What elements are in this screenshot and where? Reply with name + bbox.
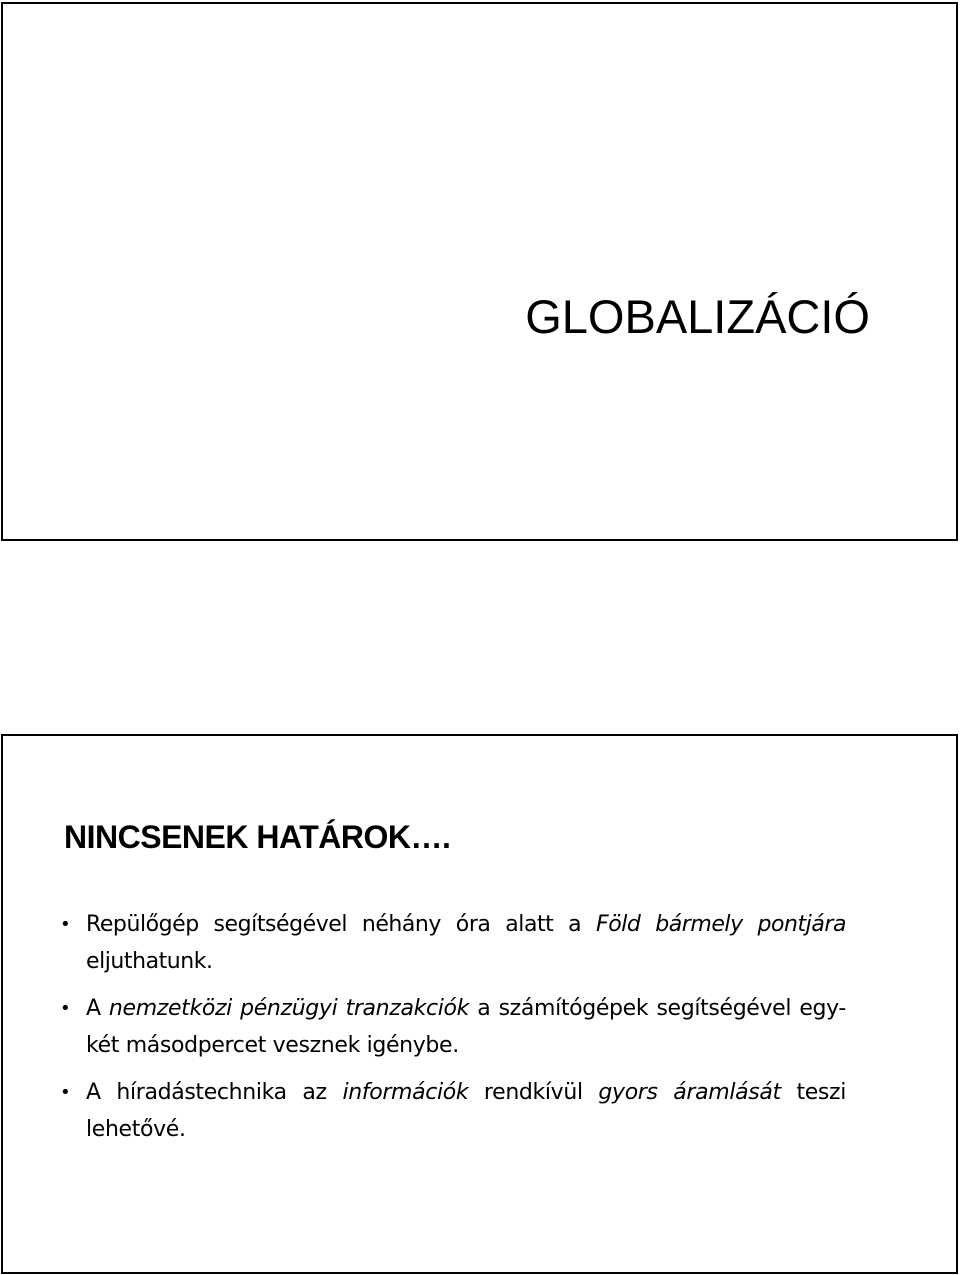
slide-heading: NINCSENEK HATÁROK…. [64,819,451,855]
bullet-icon: • [60,914,71,935]
bullet-item [60,906,846,980]
bullet-text-italic: gyors áramlását [598,1080,781,1105]
bullet-text-segment: a számítógépek segítségével egy-két másodpercet vesznek igénybe. [86,996,847,1058]
bullet-item [60,1074,846,1148]
bullet-icon: • [60,1082,71,1103]
bullet-text-segment: rendkívül [468,1080,599,1105]
bullet-text-segment: teszi lehetővé. [86,1080,846,1142]
bullet-text-italic: nemzetközi pénzügyi tranzakciók [108,996,469,1021]
slide-nincsenek-hatarok [1,734,958,1274]
bullet-list [60,906,846,1148]
bullet-icon: • [60,998,71,1019]
bullet-item [60,990,846,1064]
bullet-text-segment: Repülőgép segítségével néhány óra alatt a [86,912,597,937]
bullet-text-segment: A [86,996,109,1021]
slide-title: GLOBALIZÁCIÓ [525,290,870,343]
bullet-text-italic: Föld bármely pontjára [596,912,846,937]
slide-globalizacio [1,2,958,541]
bullet-text-segment: eljuthatunk. [86,949,213,974]
bullet-text-italic: információk [342,1080,469,1105]
bullet-text-segment: A híradástechnika az [86,1080,343,1105]
